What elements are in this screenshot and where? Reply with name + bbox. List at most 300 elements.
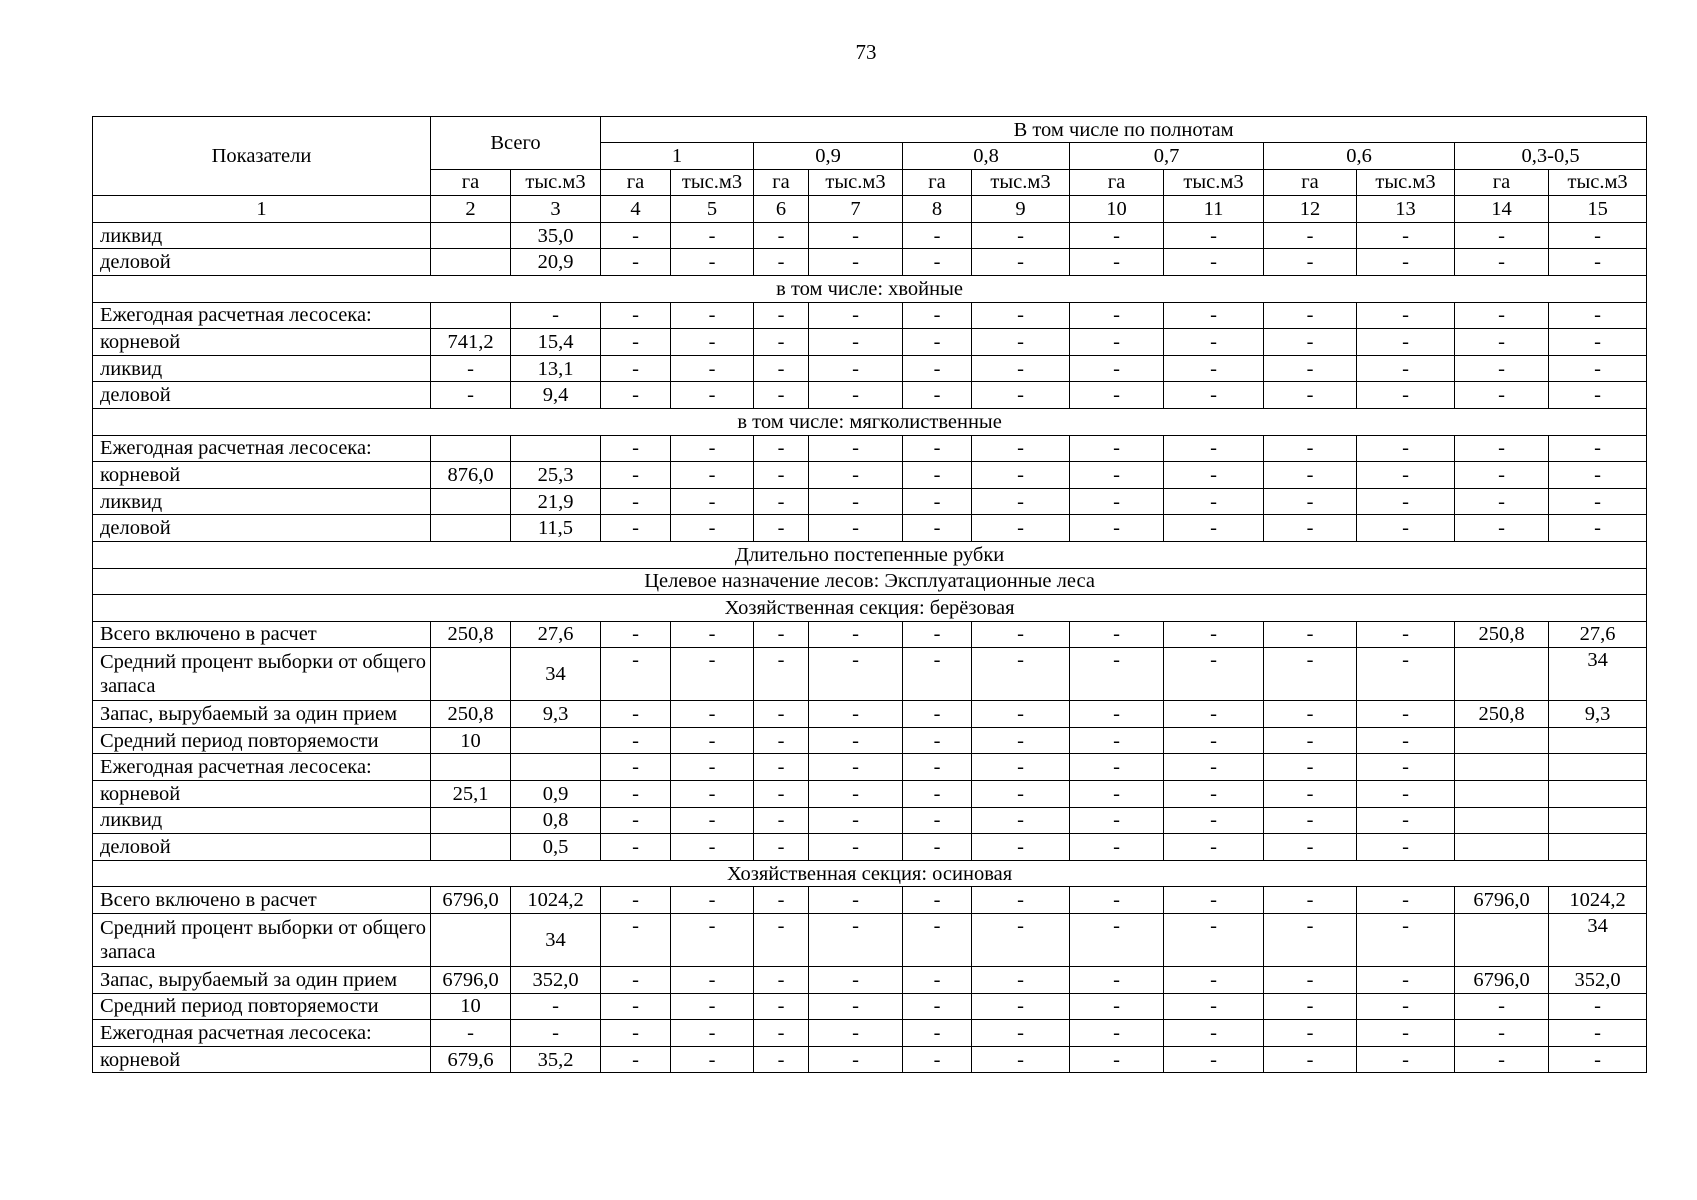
- table-cell: -: [1164, 435, 1264, 462]
- table-cell: 27,6: [1549, 621, 1647, 648]
- table-cell: -: [903, 887, 972, 914]
- table-row: [93, 329, 1647, 356]
- table-cell: -: [1264, 515, 1357, 542]
- table-cell: -: [1264, 781, 1357, 808]
- table-cell: -: [1357, 462, 1455, 489]
- table-cell: [511, 435, 601, 462]
- table-cell: [431, 754, 511, 781]
- table-cell: 9,4: [511, 382, 601, 409]
- unit-header: га: [431, 169, 511, 196]
- table-cell: 250,8: [431, 701, 511, 728]
- table-cell: -: [1164, 1046, 1264, 1073]
- table-cell: -: [903, 807, 972, 834]
- table-cell: -: [671, 1020, 754, 1047]
- table-cell: 34: [1549, 914, 1647, 967]
- row-label: Средний процент выборки от общего запаса: [93, 648, 431, 701]
- density-header: 0,6: [1264, 143, 1455, 170]
- table-cell: -: [1455, 355, 1549, 382]
- table-cell: -: [1070, 727, 1164, 754]
- table-cell: -: [903, 914, 972, 967]
- table-cell: -: [1164, 621, 1264, 648]
- table-row: [93, 249, 1647, 276]
- table-cell: -: [972, 781, 1070, 808]
- table-cell: -: [1455, 1020, 1549, 1047]
- table-cell: -: [754, 754, 809, 781]
- table-cell: -: [511, 993, 601, 1020]
- table-cell: -: [754, 621, 809, 648]
- table-cell: -: [809, 488, 903, 515]
- table-cell: -: [972, 355, 1070, 382]
- table-cell: -: [972, 914, 1070, 967]
- table-cell: -: [671, 249, 754, 276]
- unit-header: га: [1070, 169, 1164, 196]
- table-cell: -: [809, 781, 903, 808]
- table-cell: -: [1549, 1046, 1647, 1073]
- section-title: Длительно постепенные рубки: [93, 541, 1647, 568]
- table-cell: [1549, 727, 1647, 754]
- column-number: 14: [1455, 196, 1549, 223]
- table-cell: -: [601, 462, 671, 489]
- table-cell: -: [1455, 515, 1549, 542]
- column-number: 15: [1549, 196, 1647, 223]
- table-row: [93, 727, 1647, 754]
- table-cell: -: [809, 834, 903, 861]
- table-cell: -: [1549, 1020, 1647, 1047]
- table-cell: -: [1070, 967, 1164, 994]
- table-cell: -: [903, 302, 972, 329]
- table-cell: -: [1357, 887, 1455, 914]
- unit-header: тыс.м3: [809, 169, 903, 196]
- section-header-row: [93, 408, 1647, 435]
- table-cell: -: [671, 914, 754, 967]
- table-cell: -: [1070, 754, 1164, 781]
- table-row: [93, 302, 1647, 329]
- table-cell: -: [972, 462, 1070, 489]
- row-label: Ежегодная расчетная лесосека:: [93, 1020, 431, 1047]
- table-cell: -: [754, 1020, 809, 1047]
- table-cell: 25,3: [511, 462, 601, 489]
- row-label: Средний период повторяемости: [93, 727, 431, 754]
- row-label: Ежегодная расчетная лесосека:: [93, 754, 431, 781]
- table-cell: 35,2: [511, 1046, 601, 1073]
- table-cell: 876,0: [431, 462, 511, 489]
- table-cell: -: [903, 993, 972, 1020]
- table-cell: [431, 302, 511, 329]
- column-number: 11: [1164, 196, 1264, 223]
- table-cell: -: [903, 462, 972, 489]
- table-cell: -: [1164, 382, 1264, 409]
- table-cell: -: [754, 967, 809, 994]
- table-cell: 250,8: [1455, 621, 1549, 648]
- page-number: 73: [855, 40, 877, 64]
- table-cell: -: [1264, 993, 1357, 1020]
- table-cell: -: [1070, 329, 1164, 356]
- table-cell: -: [809, 648, 903, 701]
- table-cell: -: [903, 329, 972, 356]
- table-cell: -: [1264, 887, 1357, 914]
- table-cell: -: [1070, 993, 1164, 1020]
- table-cell: -: [1164, 329, 1264, 356]
- table-cell: 13,1: [511, 355, 601, 382]
- table-row: [93, 1046, 1647, 1073]
- table-cell: [431, 834, 511, 861]
- table-cell: -: [1164, 648, 1264, 701]
- table-cell: -: [809, 967, 903, 994]
- row-label: ликвид: [93, 807, 431, 834]
- table-cell: -: [1070, 302, 1164, 329]
- table-cell: -: [1070, 701, 1164, 728]
- table-cell: -: [1164, 515, 1264, 542]
- table-cell: -: [1357, 701, 1455, 728]
- table-cell: -: [1357, 648, 1455, 701]
- table-cell: -: [1264, 727, 1357, 754]
- table-cell: -: [1164, 355, 1264, 382]
- table-cell: -: [1070, 488, 1164, 515]
- table-cell: -: [903, 222, 972, 249]
- table-cell: [1549, 834, 1647, 861]
- table-cell: -: [671, 435, 754, 462]
- table-cell: -: [1357, 781, 1455, 808]
- table-cell: -: [754, 488, 809, 515]
- table-cell: -: [1357, 382, 1455, 409]
- table-cell: -: [1549, 488, 1647, 515]
- table-cell: -: [671, 462, 754, 489]
- column-number: 7: [809, 196, 903, 223]
- table-cell: -: [972, 488, 1070, 515]
- table-row: [93, 807, 1647, 834]
- row-label: деловой: [93, 382, 431, 409]
- table-cell: -: [671, 727, 754, 754]
- table-cell: -: [671, 515, 754, 542]
- table-cell: -: [809, 249, 903, 276]
- table-cell: -: [809, 993, 903, 1020]
- table-cell: -: [754, 727, 809, 754]
- table-cell: -: [1070, 648, 1164, 701]
- table-cell: -: [1357, 621, 1455, 648]
- table-cell: 10: [431, 727, 511, 754]
- table-cell: -: [903, 967, 972, 994]
- table-cell: [431, 488, 511, 515]
- table-cell: -: [1264, 329, 1357, 356]
- column-number: 13: [1357, 196, 1455, 223]
- table-cell: -: [1357, 727, 1455, 754]
- table-cell: -: [754, 834, 809, 861]
- section-title: в том числе: хвойные: [93, 275, 1647, 302]
- row-label: ликвид: [93, 355, 431, 382]
- table-cell: -: [1455, 435, 1549, 462]
- table-cell: 250,8: [1455, 701, 1549, 728]
- table-cell: -: [1070, 249, 1164, 276]
- table-cell: -: [809, 462, 903, 489]
- table-cell: [1455, 834, 1549, 861]
- table-cell: -: [903, 781, 972, 808]
- table-cell: -: [671, 967, 754, 994]
- table-row: [93, 967, 1647, 994]
- table-cell: 679,6: [431, 1046, 511, 1073]
- column-number: 5: [671, 196, 754, 223]
- table-cell: -: [1164, 914, 1264, 967]
- table-cell: -: [601, 1046, 671, 1073]
- table-cell: 34: [511, 648, 601, 701]
- table-cell: -: [972, 727, 1070, 754]
- table-cell: -: [1264, 701, 1357, 728]
- table-cell: -: [1357, 355, 1455, 382]
- table-cell: -: [1164, 834, 1264, 861]
- table-cell: -: [972, 382, 1070, 409]
- table-body: [93, 222, 1647, 1073]
- table-cell: -: [1357, 222, 1455, 249]
- table-cell: -: [809, 754, 903, 781]
- table-cell: -: [1455, 993, 1549, 1020]
- table-cell: -: [972, 515, 1070, 542]
- column-number: 10: [1070, 196, 1164, 223]
- table-cell: -: [1070, 222, 1164, 249]
- unit-header: тыс.м3: [511, 169, 601, 196]
- table-cell: -: [1455, 488, 1549, 515]
- table-cell: -: [1164, 222, 1264, 249]
- table-cell: -: [1264, 648, 1357, 701]
- table-cell: -: [1357, 754, 1455, 781]
- table-cell: -: [1264, 222, 1357, 249]
- table-cell: 34: [511, 914, 601, 967]
- unit-header: тыс.м3: [1164, 169, 1264, 196]
- section-title: в том числе: мягколиственные: [93, 408, 1647, 435]
- section-header-row: [93, 541, 1647, 568]
- table-cell: -: [809, 355, 903, 382]
- row-label: ликвид: [93, 488, 431, 515]
- row-label: Средний процент выборки от общего запаса: [93, 914, 431, 967]
- table-cell: -: [1164, 462, 1264, 489]
- table-cell: -: [671, 834, 754, 861]
- table-cell: 1024,2: [511, 887, 601, 914]
- table-cell: -: [671, 621, 754, 648]
- table-cell: -: [754, 435, 809, 462]
- table-cell: [1455, 648, 1549, 701]
- table-cell: -: [754, 781, 809, 808]
- table-cell: [1455, 914, 1549, 967]
- unit-header: га: [601, 169, 671, 196]
- table-cell: [431, 249, 511, 276]
- table-cell: -: [809, 727, 903, 754]
- table-cell: -: [1549, 462, 1647, 489]
- table-cell: -: [1264, 807, 1357, 834]
- table-row: [93, 754, 1647, 781]
- row-label: Всего включено в расчет: [93, 887, 431, 914]
- table-cell: -: [1070, 382, 1164, 409]
- table-cell: -: [671, 302, 754, 329]
- table-cell: -: [754, 302, 809, 329]
- table-cell: 11,5: [511, 515, 601, 542]
- table-cell: [431, 515, 511, 542]
- column-number: 2: [431, 196, 511, 223]
- table-cell: -: [1549, 302, 1647, 329]
- column-number: 6: [754, 196, 809, 223]
- table-row: [93, 621, 1647, 648]
- table-cell: -: [1455, 329, 1549, 356]
- table-cell: -: [1264, 834, 1357, 861]
- table-cell: -: [1164, 488, 1264, 515]
- column-number: 12: [1264, 196, 1357, 223]
- table-cell: -: [972, 621, 1070, 648]
- table-cell: -: [972, 834, 1070, 861]
- table-cell: -: [903, 515, 972, 542]
- table-cell: -: [809, 329, 903, 356]
- table-cell: -: [1070, 807, 1164, 834]
- table-cell: 6796,0: [431, 887, 511, 914]
- table-cell: -: [1164, 807, 1264, 834]
- table-cell: -: [431, 355, 511, 382]
- density-header: 0,9: [754, 143, 903, 170]
- table-cell: -: [601, 887, 671, 914]
- table-cell: -: [671, 993, 754, 1020]
- table-cell: -: [1070, 781, 1164, 808]
- table-cell: -: [1264, 488, 1357, 515]
- table-cell: -: [1357, 834, 1455, 861]
- table-cell: 25,1: [431, 781, 511, 808]
- row-label: деловой: [93, 834, 431, 861]
- table-cell: -: [809, 435, 903, 462]
- table-cell: -: [1164, 1020, 1264, 1047]
- table-cell: -: [972, 1046, 1070, 1073]
- table-cell: -: [601, 249, 671, 276]
- table-cell: -: [601, 355, 671, 382]
- table-cell: -: [1070, 887, 1164, 914]
- table-cell: -: [809, 302, 903, 329]
- table-cell: -: [1164, 302, 1264, 329]
- table-cell: -: [903, 355, 972, 382]
- table-cell: -: [903, 1046, 972, 1073]
- table-cell: -: [1357, 515, 1455, 542]
- table-cell: -: [1455, 302, 1549, 329]
- section-header-row: [93, 595, 1647, 622]
- table-cell: -: [601, 754, 671, 781]
- table-cell: -: [972, 1020, 1070, 1047]
- row-label: корневой: [93, 781, 431, 808]
- unit-header: га: [1264, 169, 1357, 196]
- table-cell: -: [1164, 701, 1264, 728]
- table-cell: -: [1264, 754, 1357, 781]
- table-cell: -: [903, 435, 972, 462]
- row-label: корневой: [93, 1046, 431, 1073]
- table-cell: -: [972, 222, 1070, 249]
- table-cell: -: [972, 967, 1070, 994]
- table-cell: [431, 435, 511, 462]
- table-cell: -: [1264, 382, 1357, 409]
- table-cell: -: [1357, 1046, 1455, 1073]
- table-cell: [511, 727, 601, 754]
- table-cell: -: [1455, 249, 1549, 276]
- table-cell: -: [754, 701, 809, 728]
- density-header: 0,3-0,5: [1455, 143, 1647, 170]
- table-cell: -: [671, 781, 754, 808]
- table-cell: -: [601, 621, 671, 648]
- header-total: Всего: [431, 117, 601, 170]
- row-label: ликвид: [93, 222, 431, 249]
- table-cell: -: [1264, 249, 1357, 276]
- table-cell: -: [671, 382, 754, 409]
- table-cell: -: [903, 382, 972, 409]
- table-cell: -: [972, 648, 1070, 701]
- row-label: корневой: [93, 329, 431, 356]
- table-cell: -: [754, 382, 809, 409]
- row-label: Запас, вырубаемый за один прием: [93, 701, 431, 728]
- table-cell: -: [1070, 1020, 1164, 1047]
- table-cell: -: [1070, 515, 1164, 542]
- table-cell: -: [601, 781, 671, 808]
- table-cell: [1455, 807, 1549, 834]
- table-cell: -: [1164, 754, 1264, 781]
- density-header: 0,8: [903, 143, 1070, 170]
- table-cell: -: [809, 1046, 903, 1073]
- table-cell: -: [1357, 807, 1455, 834]
- table-cell: -: [903, 834, 972, 861]
- table-cell: -: [671, 754, 754, 781]
- row-label: деловой: [93, 515, 431, 542]
- row-label: Всего включено в расчет: [93, 621, 431, 648]
- table-cell: -: [903, 648, 972, 701]
- table-cell: -: [754, 462, 809, 489]
- column-number: 1: [93, 196, 431, 223]
- section-title: Хозяйственная секция: осиновая: [93, 860, 1647, 887]
- table-cell: [431, 648, 511, 701]
- table-cell: -: [1549, 993, 1647, 1020]
- table-cell: -: [903, 1020, 972, 1047]
- table-cell: -: [1070, 355, 1164, 382]
- table-cell: -: [972, 701, 1070, 728]
- unit-header: га: [903, 169, 972, 196]
- header-indicators: Показатели: [93, 117, 431, 196]
- table-cell: -: [1549, 249, 1647, 276]
- table-cell: -: [809, 1020, 903, 1047]
- table-cell: -: [1264, 914, 1357, 967]
- table-row: [93, 515, 1647, 542]
- table-cell: 10: [431, 993, 511, 1020]
- table-cell: -: [754, 914, 809, 967]
- table-row: [93, 834, 1647, 861]
- table-row: [93, 648, 1647, 701]
- table-cell: [431, 807, 511, 834]
- table-cell: -: [903, 488, 972, 515]
- table-cell: 9,3: [1549, 701, 1647, 728]
- table-cell: -: [809, 887, 903, 914]
- row-label: Ежегодная расчетная лесосека:: [93, 435, 431, 462]
- table-cell: -: [601, 435, 671, 462]
- table-cell: -: [601, 727, 671, 754]
- table-cell: -: [1455, 462, 1549, 489]
- table-cell: -: [1549, 382, 1647, 409]
- table-cell: -: [903, 249, 972, 276]
- table-cell: 352,0: [1549, 967, 1647, 994]
- table-cell: -: [1070, 621, 1164, 648]
- table-cell: -: [1357, 302, 1455, 329]
- table-row: [93, 488, 1647, 515]
- table-cell: -: [1549, 515, 1647, 542]
- table-cell: -: [1264, 302, 1357, 329]
- table-cell: -: [972, 993, 1070, 1020]
- table-cell: [1549, 781, 1647, 808]
- table-cell: -: [431, 382, 511, 409]
- table-cell: -: [1357, 435, 1455, 462]
- table-cell: 0,5: [511, 834, 601, 861]
- table-row: [93, 462, 1647, 489]
- table-cell: 9,3: [511, 701, 601, 728]
- table-cell: -: [1549, 222, 1647, 249]
- table-cell: -: [809, 515, 903, 542]
- table-cell: [431, 222, 511, 249]
- table-cell: 21,9: [511, 488, 601, 515]
- table-cell: 34: [1549, 648, 1647, 701]
- table-cell: 1024,2: [1549, 887, 1647, 914]
